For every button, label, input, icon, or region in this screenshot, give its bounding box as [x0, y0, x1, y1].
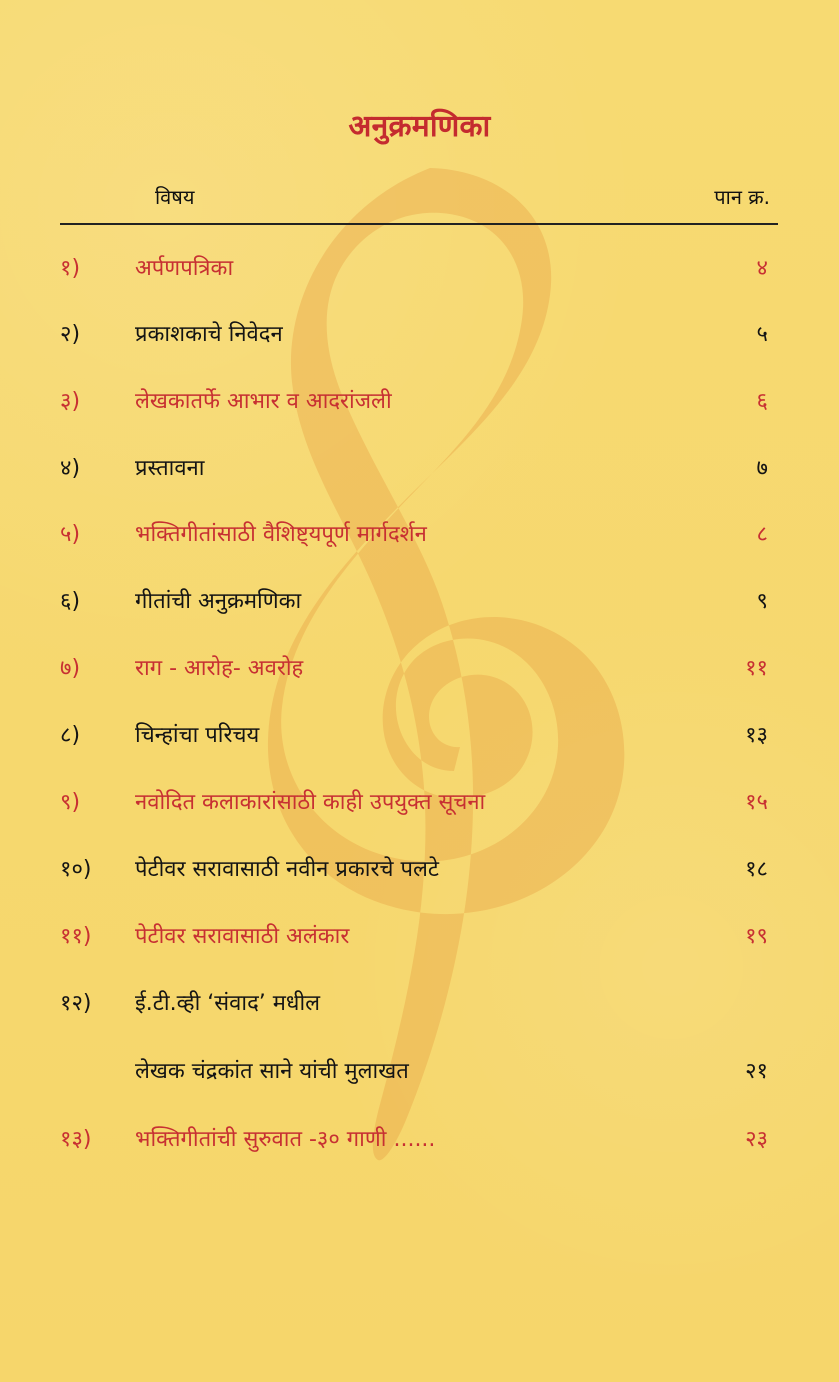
page-title: अनुक्रमणिका [348, 109, 491, 144]
toc-entry-number: १०) [60, 857, 92, 882]
toc-entry-5 [60, 518, 768, 554]
toc-entry-9 [60, 786, 768, 822]
toc-entry-number: ६) [60, 589, 81, 614]
toc-entry-title: पेटीवर सरावासाठी अलंकार [135, 924, 350, 949]
toc-entry-1 [60, 252, 768, 288]
toc-entry-title: लेखकातर्फे आभार व आदरांजली [135, 389, 392, 414]
toc-entry-page: १५ [745, 790, 768, 815]
toc-entry-title: भक्तिगीतांसाठी वैशिष्ट्यपूर्ण मार्गदर्शन [135, 522, 427, 547]
toc-entry-page: ५ [756, 322, 768, 347]
toc-entry-12-continuation [135, 1055, 768, 1091]
toc-entry-page: ११ [745, 656, 768, 681]
toc-entry-number: ३) [60, 389, 81, 414]
toc-entry-8 [60, 719, 768, 755]
toc-entry-page: ९ [756, 589, 768, 614]
toc-entry-title: चिन्हांचा परिचय [135, 723, 260, 748]
toc-entry-number: ४) [60, 456, 81, 481]
toc-entry-title: भक्तिगीतांची सुरुवात -३० गाणी ...... [135, 1127, 436, 1152]
toc-entry-number: ९) [60, 790, 81, 815]
toc-entry-3 [60, 385, 768, 421]
toc-entry-2 [60, 318, 768, 354]
toc-entry-page: ७ [756, 456, 768, 481]
toc-entry-title: पेटीवर सरावासाठी नवीन प्रकारचे पलटे [135, 857, 439, 882]
toc-entry-number: १३) [60, 1127, 92, 1152]
toc-entry-page: ८ [756, 522, 768, 547]
toc-entry-title: अर्पणपत्रिका [135, 256, 234, 281]
toc-entry-page: १८ [745, 857, 768, 882]
toc-entry-number: ७) [60, 656, 81, 681]
toc-entry-number: १) [60, 256, 81, 281]
toc-entry-page: १३ [745, 723, 768, 748]
toc-entry-title: प्रस्तावना [135, 456, 205, 481]
toc-entry-10 [60, 853, 768, 889]
toc-entry-page: २१ [745, 1059, 768, 1084]
toc-entry-title: प्रकाशकाचे निवेदन [135, 322, 283, 347]
subject-column-header: विषय [155, 185, 195, 209]
toc-entry-6 [60, 585, 768, 621]
toc-entry-page: ४ [756, 256, 768, 281]
toc-entry-7 [60, 652, 768, 688]
toc-entry-page: १९ [745, 924, 768, 949]
toc-entry-13 [60, 1123, 768, 1159]
toc-entry-page: २३ [745, 1127, 768, 1152]
toc-entry-title: नवोदित कलाकारांसाठी काही उपयुक्त सूचना [135, 790, 486, 815]
toc-entry-number: ११) [60, 924, 92, 949]
toc-entry-number: ५) [60, 522, 81, 547]
toc-entry-number: ८) [60, 723, 81, 748]
toc-entry-title: गीतांची अनुक्रमणिका [135, 589, 302, 614]
page-number-column-header: पान क्र. [714, 185, 770, 209]
toc-entry-title: ई.टी.व्ही ‘संवाद’ मधील [135, 991, 321, 1016]
toc-entry-12 [60, 987, 768, 1023]
toc-entry-number: १२) [60, 991, 92, 1016]
toc-entry-title: राग - आरोह- अवरोह [135, 656, 304, 681]
toc-entry-number: २) [60, 322, 81, 347]
toc-entry-title-continuation: लेखक चंद्रकांत साने यांची मुलाखत [135, 1059, 409, 1084]
toc-entry-4 [60, 452, 768, 488]
toc-entry-page: ६ [756, 389, 768, 414]
table-header [60, 183, 778, 225]
toc-entry-11 [60, 920, 768, 956]
